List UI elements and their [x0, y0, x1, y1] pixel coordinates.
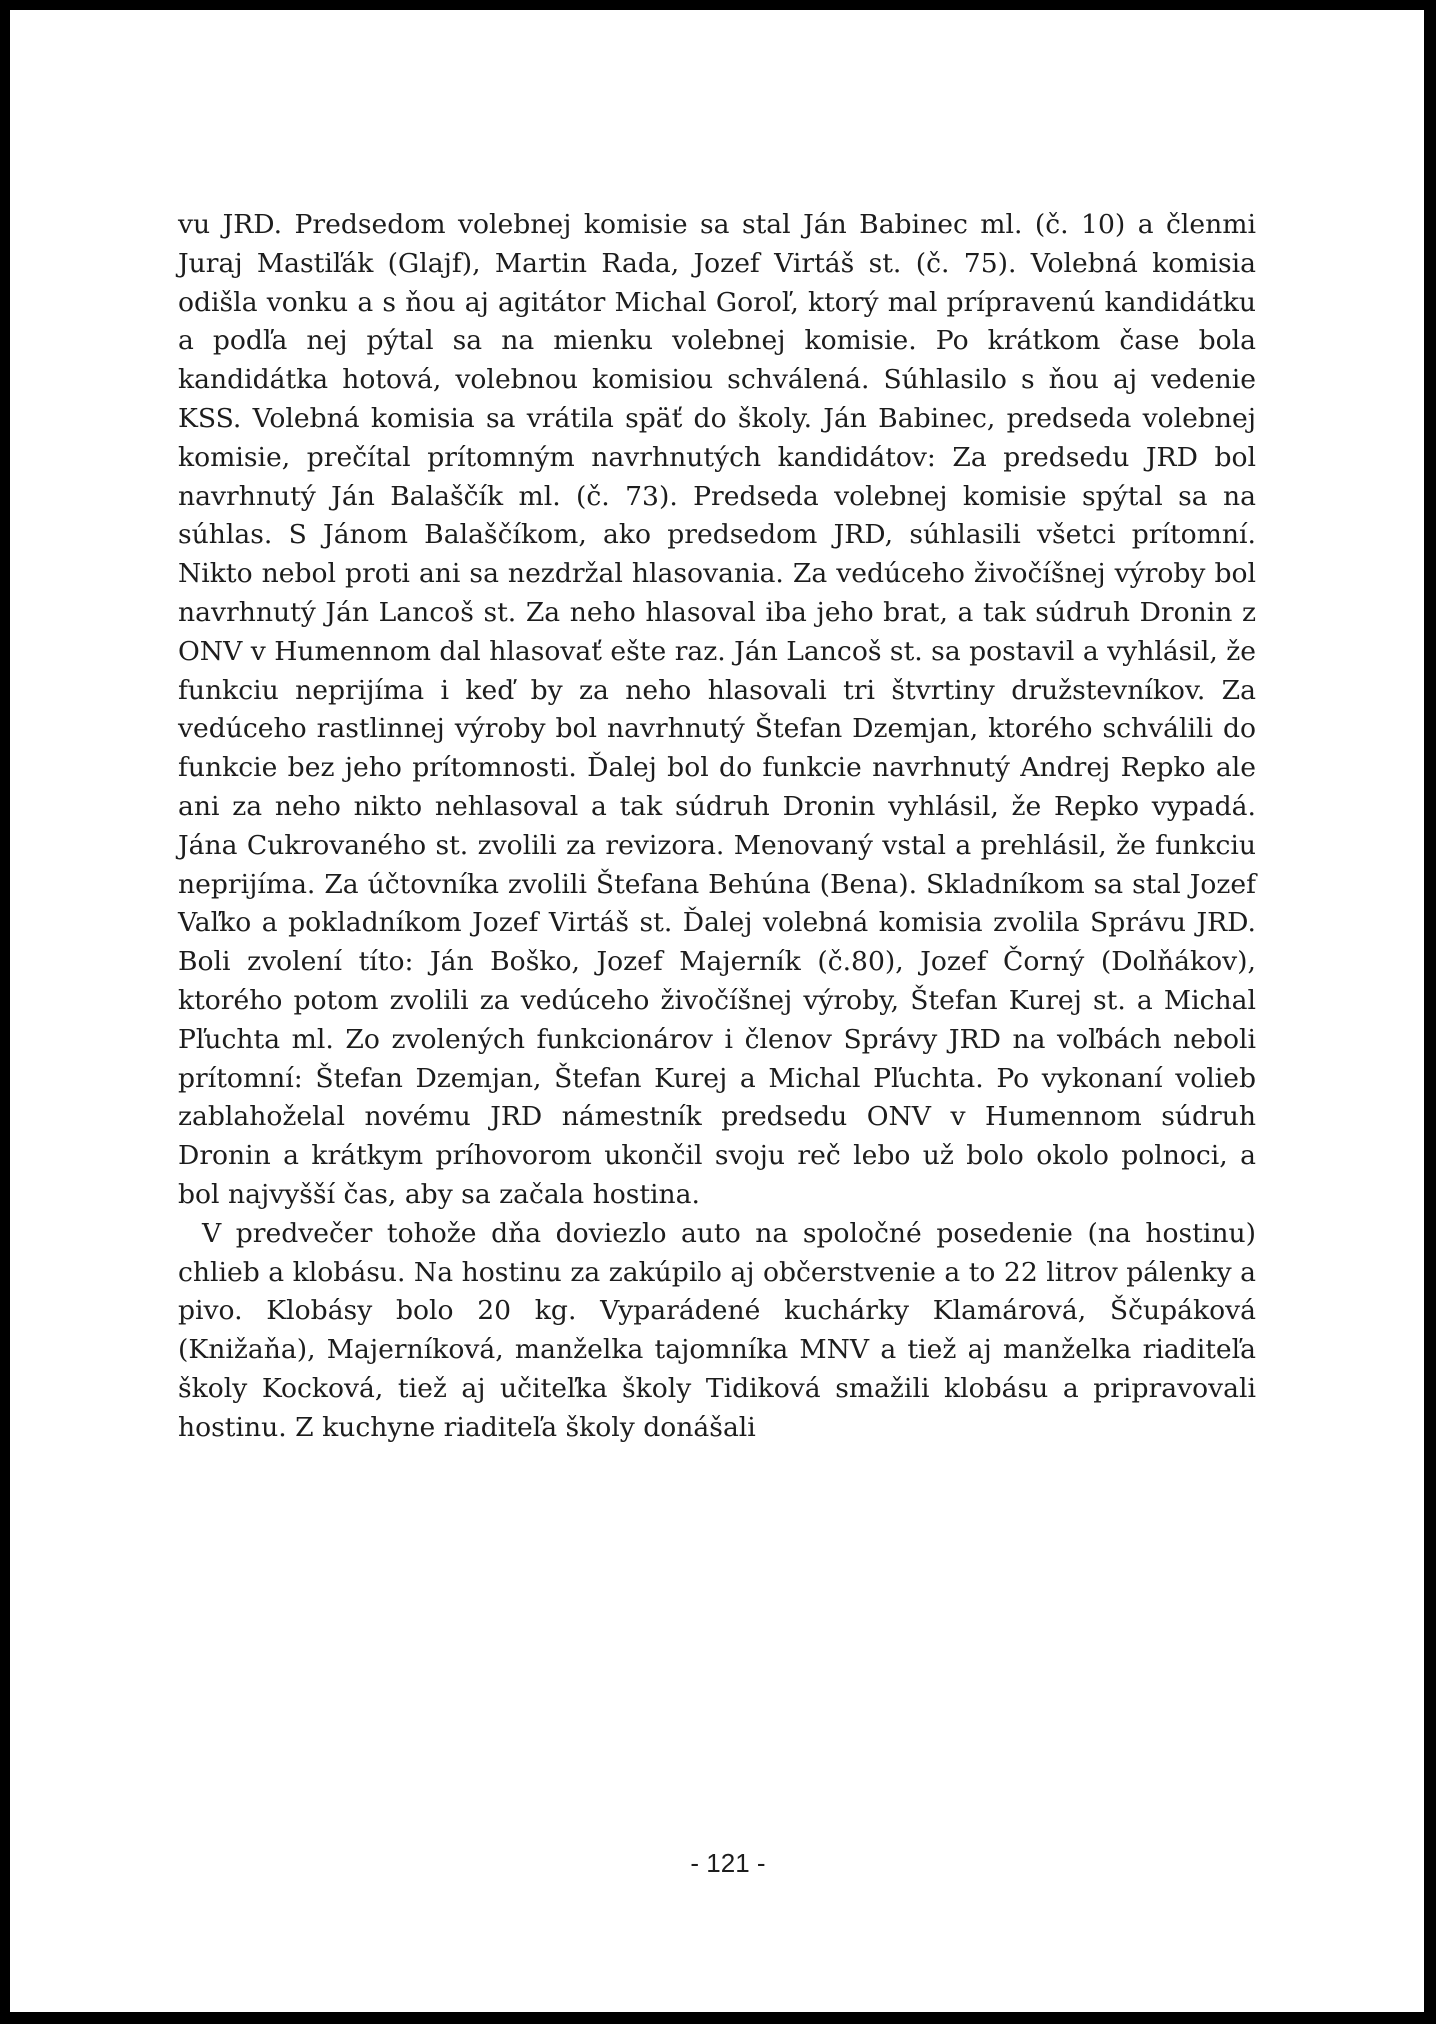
paragraph-1: vu JRD. Predsedom volebnej komisie sa stal Ján Babinec ml. (č. 10) a členmi Juraj Mastiľák (Glajf), Martin Rada, Jozef Virtáš st. (č. 75). Volebná komisia odišla vonku a s ňou aj agitátor Michal Goroľ, ktorý mal prípravenú kandidátku a podľa nej pýtal sa na mienku volebnej komisie. Po krátkom čase bola kandidátka hotová, volebnou komisiou schválená. Súhlasilo s ňou aj vedenie KSS. Volebná komisia sa vrátila späť do školy. Ján Babinec, predseda volebnej komisie, prečítal prítomným navrhnutých kandidátov: Za predsedu JRD bol navrhnutý Ján Balaščík ml. (č. 73). Predseda volebnej komisie spýtal sa na súhlas. S Jánom Balaščíkom, ako predsedom JRD, súhlasili všetci prítomní. Nikto nebol proti ani sa nezdržal hlasovania. Za vedúceho živočíšnej výroby bol navrhnutý Ján Lancoš st. Za neho hlasoval iba jeho brat, a tak súdruh Dronin z ONV v Humennom dal hlasovať ešte raz. Ján Lancoš st. sa postavil a vyhlásil, že funkciu neprijíma i keď by za neho hlasovali tri štvrtiny družstevníkov. Za vedúceho rastlinnej výroby bol navrhnutý Štefan Dzemjan, ktorého schválili do funkcie bez jeho prítomnosti. Ďalej bol do funkcie navrhnutý Andrej Repko ale ani za neho nikto nehlasoval a tak súdruh Dronin vyhlásil, že Repko vypadá. Jána Cukrovaného st. zvolili za revizora. Menovaný vstal a prehlásil, že funkciu neprijíma. Za účtovníka zvolili Štefana Behúna (Bena). Skladníkom sa stal Jozef Vaľko a pokladníkom Jozef Virtáš st. Ďalej volebná komisia zvolila Správu JRD. Boli zvolení títo: Ján Boško, Jozef Majerník (č.80), Jozef Čorný (Dolňákov), ktorého potom zvolili za vedúceho živočíšnej výroby, Štefan Kurej st. a Michal Pľuchta ml. Zo zvolených funkcionárov i členov Správy JRD na voľbách neboli prítomní: Štefan Dzemjan, Štefan Kurej a Michal Pľuchta. Po vykonaní volieb zablahoželal novému JRD námestník predsedu ONV v Humennom súdruh Dronin a krátkym príhovorom ukončil svoju reč lebo už bolo okolo polnoci, a bol najvyšší čas, aby sa začala hostina. [178, 209, 1256, 1210]
page-number: - 121 - [690, 1848, 766, 1878]
body-text [178, 206, 1256, 1448]
paragraph-2: V predvečer tohože dňa doviezlo auto na spoločné posedenie (na hostinu) chlieb a klobásu. Na hostinu za zakúpilo aj občerstvenie a to 22 litrov pálenky a pivo. Klobásy bolo 20 kg. Vyparádené kuchárky Klamárová, Ščupáková (Knižaňa), Majerníková, manželka tajomníka MNV a tiež aj manželka riaditeľa školy Kocková, tiež aj učiteľka školy Tidiková smažili klobásu a pripravovali hostinu. Z kuchyne riaditeľa školy donášali [178, 1217, 1256, 1443]
